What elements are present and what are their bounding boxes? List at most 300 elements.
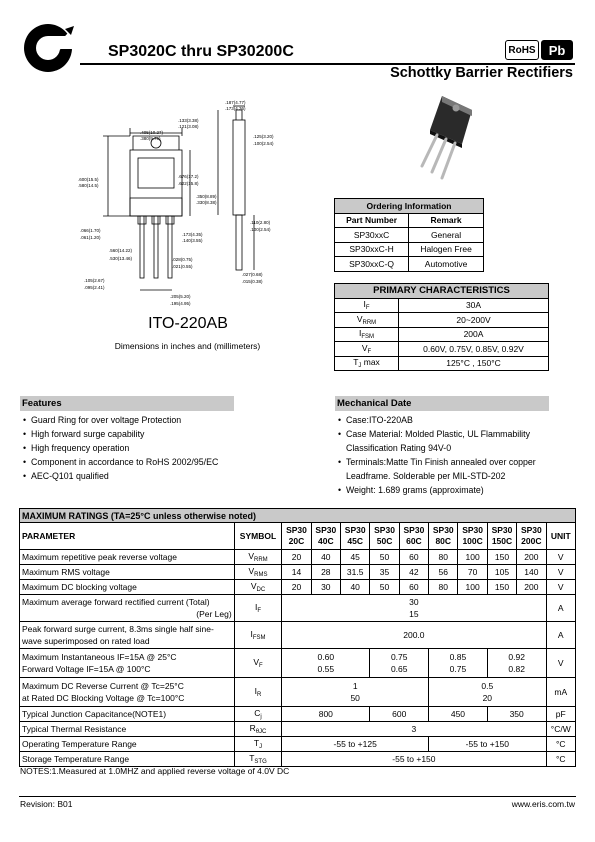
ratings-value xyxy=(282,580,311,595)
dim-label-15: .100(2.54) xyxy=(250,227,271,232)
dim-label-22: .028(0.75) xyxy=(172,257,193,262)
dim-label-29: .195(4.95) xyxy=(170,301,191,306)
primary-symbol: $I_F$ xyxy=(335,298,399,313)
primary-value: 20~200V xyxy=(399,313,549,328)
ratings-value xyxy=(282,678,429,707)
value-line: 60 xyxy=(409,582,419,592)
value-line: 3 xyxy=(411,724,417,734)
value-line: 0.75 xyxy=(390,652,408,662)
part-suffix: 150C xyxy=(491,536,513,546)
value-line: 50 xyxy=(379,582,390,592)
ratings-value xyxy=(487,649,546,678)
col-part xyxy=(487,523,516,550)
table-row xyxy=(335,342,549,357)
ratings-title: MAXIMUM RATINGS (TA=25°C unless otherwise noted) xyxy=(20,509,576,523)
parameter-line: Maximum DC blocking voltage xyxy=(22,582,137,592)
primary-symbol: $T_J$ max xyxy=(335,356,399,371)
bullet-icon: • xyxy=(23,443,27,454)
col-part xyxy=(399,523,428,550)
value-line: 15 xyxy=(409,609,419,619)
value-line: 50 xyxy=(379,552,390,562)
mechanical-heading: Mechanical Date xyxy=(335,396,549,411)
ratings-unit: °C/W xyxy=(546,722,575,737)
ratings-value xyxy=(458,565,487,580)
ratings-value xyxy=(370,565,399,580)
parameter-line: Peak forward surge current, 8.3ms single half sine- xyxy=(22,624,214,634)
table-row xyxy=(335,257,484,272)
part-prefix: SP30 xyxy=(520,525,542,535)
ratings-value xyxy=(311,550,340,565)
value-line: 30 xyxy=(321,582,331,592)
table-row xyxy=(20,580,576,595)
dim-label-11: .580(14.5) xyxy=(78,183,99,188)
ratings-value xyxy=(282,752,546,767)
ratings-symbol xyxy=(234,580,282,595)
ratings-unit: °C xyxy=(546,737,575,752)
col-parameter: PARAMETER xyxy=(20,523,235,550)
table-row xyxy=(20,752,576,767)
value-line: 150 xyxy=(494,552,510,562)
list-item-text: Leadframe. Solderable per MIL-STD-202 xyxy=(346,471,506,482)
ratings-value xyxy=(282,737,429,752)
table-row xyxy=(20,722,576,737)
ratings-unit: V xyxy=(546,565,575,580)
value-line: 80 xyxy=(438,552,448,562)
ratings-value xyxy=(282,649,370,678)
symbol-main: R xyxy=(249,723,256,733)
ratings-symbol xyxy=(234,649,282,678)
value-line: 56 xyxy=(438,567,448,577)
part-suffix: 200C xyxy=(521,536,542,546)
ordering-col-part: Part Number xyxy=(335,213,409,228)
parameter-line: (Per Leg) xyxy=(196,609,232,619)
mechanical-list xyxy=(335,413,549,498)
ratings-value xyxy=(487,550,516,565)
bullet-icon: • xyxy=(338,485,342,496)
list-item xyxy=(335,427,549,441)
ratings-value xyxy=(370,707,429,722)
part-suffix: 50C xyxy=(376,536,393,546)
primary-value: 30A xyxy=(399,298,549,313)
package-name: ITO-220AB xyxy=(148,315,228,332)
package-outline-drawing xyxy=(78,98,313,313)
dim-label-24: .105(2.67) xyxy=(84,278,105,283)
primary-symbol: $I_{FSM}$ xyxy=(335,327,399,342)
symbol-main: I xyxy=(254,602,258,612)
bullet-icon: • xyxy=(338,415,342,425)
ratings-value xyxy=(399,580,428,595)
primary-value: 125°C , 150°C xyxy=(399,356,549,371)
features-list xyxy=(20,413,234,483)
primary-characteristics-table xyxy=(334,283,549,371)
bullet-icon: • xyxy=(338,457,342,468)
ratings-parameter xyxy=(20,565,235,580)
ordering-info-title: Ordering Information xyxy=(335,199,484,214)
table-row xyxy=(20,707,576,722)
symbol-sub: RMS xyxy=(254,572,268,578)
list-item-text: Terminals:Matte Tin Finish annealed over copper xyxy=(346,457,536,468)
value-line: 50 xyxy=(350,693,360,703)
ordering-remark: Automotive xyxy=(409,257,484,272)
part-prefix: SP30 xyxy=(403,525,425,535)
ratings-value xyxy=(282,595,546,622)
dim-label-4: .405(10.27) xyxy=(140,130,164,135)
ratings-value xyxy=(370,580,399,595)
ratings-value xyxy=(429,580,458,595)
parameter-line: Maximum Instantaneous IF=15A @ 25°C xyxy=(22,652,177,662)
dim-label-25: .095(2.41) xyxy=(84,285,105,290)
table-row xyxy=(335,313,549,328)
ratings-parameter xyxy=(20,550,235,565)
table-row xyxy=(335,242,484,257)
part-prefix: SP30 xyxy=(344,525,366,535)
ratings-unit: V xyxy=(546,550,575,565)
ratings-unit: °C xyxy=(546,752,575,767)
value-line: 1 xyxy=(352,681,358,691)
table-row xyxy=(20,649,576,678)
table-row xyxy=(335,356,549,371)
list-item-text: Case:ITO-220AB xyxy=(346,415,413,425)
table-row xyxy=(20,737,576,752)
ratings-value xyxy=(517,550,546,565)
part-suffix: 20C xyxy=(288,536,305,546)
ratings-value xyxy=(282,707,370,722)
dim-label-3: .121(3.08) xyxy=(178,124,199,129)
table-row xyxy=(335,298,549,313)
part-suffix: 100C xyxy=(462,536,483,546)
dim-label-10: .600(15.5) xyxy=(78,177,99,182)
list-item xyxy=(20,413,234,427)
ratings-value xyxy=(429,737,546,752)
value-line: 35 xyxy=(379,567,390,577)
ratings-unit: mA xyxy=(546,678,575,707)
value-line: 200.0 xyxy=(403,630,425,640)
dim-label-1: .173(4.36) xyxy=(225,106,246,111)
rohs-badge: RoHS xyxy=(505,40,539,60)
ratings-value xyxy=(429,649,488,678)
dim-label-14: .110(2.80) xyxy=(250,220,271,225)
value-line: 100 xyxy=(465,582,480,592)
part-suffix: 45C xyxy=(347,536,363,546)
ratings-value xyxy=(399,550,428,565)
primary-value: 200A xyxy=(399,327,549,342)
ratings-value xyxy=(429,550,458,565)
pb-free-badge: Pb xyxy=(541,40,573,60)
value-line: 100 xyxy=(465,552,480,562)
ratings-symbol xyxy=(234,737,282,752)
value-line: 200 xyxy=(524,582,539,592)
ratings-value xyxy=(399,565,428,580)
ratings-parameter xyxy=(20,722,235,737)
revision: Revision: B01 xyxy=(20,799,73,809)
parameter-line: Maximum average forward rectified current (Total) xyxy=(22,597,210,607)
list-item xyxy=(20,469,234,483)
symbol-sub: RRM xyxy=(253,557,268,563)
ratings-header-row xyxy=(20,523,576,550)
dimensions-note: Dimensions in inches and (millimeters) xyxy=(114,341,261,351)
symbol-main: T xyxy=(249,753,255,763)
features-heading: Features xyxy=(20,396,234,411)
symbol-main: V xyxy=(248,551,254,561)
ratings-symbol xyxy=(234,722,282,737)
symbol-sub: F xyxy=(257,608,261,614)
dim-label-2: .133(3.38) xyxy=(178,118,199,123)
ratings-value xyxy=(341,565,370,580)
ratings-parameter xyxy=(20,678,235,707)
value-line: 20 xyxy=(482,693,493,703)
symbol-sub: F xyxy=(258,663,263,669)
part-suffix: 80C xyxy=(435,536,452,546)
ratings-symbol xyxy=(234,565,282,580)
symbol-sub: DC xyxy=(256,587,266,593)
dim-label-26: .027(0.68) xyxy=(242,272,263,277)
table-row xyxy=(20,595,576,622)
ratings-value xyxy=(429,565,458,580)
ratings-value xyxy=(517,565,546,580)
ordering-part: SP30xxC-Q xyxy=(335,257,409,272)
value-line: 200 xyxy=(524,552,539,562)
value-line: 0.60 xyxy=(317,652,335,662)
parameter-line: Maximum RMS voltage xyxy=(22,567,110,577)
col-part xyxy=(282,523,311,550)
dim-label-27: .015(0.38) xyxy=(242,279,263,284)
ordering-info-table xyxy=(334,198,484,272)
value-line: 0.55 xyxy=(317,664,335,674)
col-unit: UNIT xyxy=(546,523,575,550)
parameter-line: Typical Junction Capacitance(NOTE1) xyxy=(22,709,167,719)
value-line: 45 xyxy=(350,552,360,562)
symbol-sub: STG xyxy=(254,759,267,765)
parameter-line: Typical Thermal Resistance xyxy=(22,724,127,734)
symbol-main: V xyxy=(253,657,259,667)
ratings-unit: V xyxy=(546,649,575,678)
maximum-ratings-table xyxy=(19,508,576,767)
parameter-line: wave superimposed on rated load xyxy=(22,636,150,646)
dim-label-20: .560(14.22) xyxy=(109,248,133,253)
list-item-text: High forward surge capability xyxy=(31,429,145,440)
ratings-value xyxy=(487,580,516,595)
value-line: 0.85 xyxy=(449,652,467,662)
symbol-main: V xyxy=(250,581,257,591)
part-prefix: SP30 xyxy=(286,525,307,535)
symbol-sub: J xyxy=(259,744,263,750)
part-prefix: SP30 xyxy=(491,525,513,535)
dim-label-12: .350(8.89) xyxy=(196,194,217,199)
part-prefix: SP30 xyxy=(374,525,395,535)
dim-label-16: .066(1.70) xyxy=(80,228,101,233)
notes: NOTES:1.Measured at 1.0MHZ and applied reverse voltage of 4.0V DC xyxy=(20,766,290,776)
table-row xyxy=(20,550,576,565)
ratings-unit: A xyxy=(546,622,575,649)
value-line: 0.92 xyxy=(508,652,525,662)
ratings-value xyxy=(487,707,546,722)
value-line: 80 xyxy=(438,582,448,592)
value-line: 140 xyxy=(524,567,539,577)
value-line: 20 xyxy=(291,582,302,592)
ratings-symbol xyxy=(234,752,282,767)
value-line: 0.5 xyxy=(481,681,494,691)
value-line: 0.82 xyxy=(508,664,525,674)
col-part xyxy=(311,523,340,550)
list-item-text: Guard Ring for over voltage Protection xyxy=(31,415,182,425)
dim-label-19: .140(3.55) xyxy=(182,238,203,243)
dim-label-8: .676(17.2) xyxy=(178,174,199,179)
list-item xyxy=(335,455,549,469)
primary-symbol: $V_{RRM}$ xyxy=(335,313,399,328)
value-line: 350 xyxy=(509,709,524,719)
list-item xyxy=(335,413,549,427)
col-symbol: SYMBOL xyxy=(234,523,282,550)
ordering-remark: General xyxy=(409,228,484,243)
part-suffix: 40C xyxy=(318,536,334,546)
primary-value: 0.60V, 0.75V, 0.85V, 0.92V xyxy=(399,342,549,357)
ratings-parameter xyxy=(20,580,235,595)
symbol-sub: j xyxy=(260,714,262,720)
part-prefix: SP30 xyxy=(462,525,484,535)
value-line: 14 xyxy=(291,567,302,577)
value-line: 40 xyxy=(321,552,331,562)
ratings-parameter xyxy=(20,649,235,678)
dim-label-23: .021(0.55) xyxy=(172,264,193,269)
dim-label-28: .205(5.20) xyxy=(170,294,191,299)
value-line: 800 xyxy=(318,709,333,719)
dim-label-18: .173(4.35) xyxy=(182,232,203,237)
value-line: 450 xyxy=(450,709,466,719)
mechanical-section xyxy=(335,396,549,498)
col-part xyxy=(341,523,370,550)
ratings-parameter xyxy=(20,737,235,752)
ordering-part: SP30xxC-H xyxy=(335,242,409,257)
value-line: 150 xyxy=(494,582,510,592)
symbol-main: V xyxy=(248,566,255,576)
table-row xyxy=(335,327,549,342)
footer-rule xyxy=(19,796,576,797)
ordering-col-remark: Remark xyxy=(409,213,484,228)
part-prefix: SP30 xyxy=(315,525,337,535)
part-suffix: 60C xyxy=(406,536,422,546)
ratings-value xyxy=(458,550,487,565)
parameter-line: at Rated DC Blocking Voltage @ Tc=100°C xyxy=(22,693,185,703)
value-line: -55 to +125 xyxy=(333,739,377,749)
list-item-text: Component in accordance to RoHS 2002/95/EC xyxy=(31,457,219,468)
ratings-unit: pF xyxy=(546,707,575,722)
ratings-value xyxy=(487,565,516,580)
bullet-icon: • xyxy=(23,415,27,425)
ratings-parameter xyxy=(20,595,235,622)
ratings-unit: A xyxy=(546,595,575,622)
parameter-line: Maximum DC Reverse Current @ Tc=25°C xyxy=(22,681,184,691)
value-line: 70 xyxy=(467,567,478,577)
dim-label-21: .530(13.46) xyxy=(109,256,133,261)
ratings-parameter xyxy=(20,752,235,767)
dim-label-6: .125(3.20) xyxy=(253,134,274,139)
dim-label-7: .100(2.54) xyxy=(253,141,274,146)
list-item-text: AEC-Q101 qualified xyxy=(31,471,109,482)
list-item-text: Case Material: Molded Plastic, UL Flammability xyxy=(346,429,530,440)
parameter-line: Storage Temperature Range xyxy=(22,754,130,764)
ratings-parameter xyxy=(20,707,235,722)
value-line: 600 xyxy=(392,709,407,719)
ratings-unit: V xyxy=(546,580,575,595)
ordering-remark: Halogen Free xyxy=(409,242,484,257)
value-line: -55 to +150 xyxy=(392,754,436,764)
features-section xyxy=(20,396,234,483)
ratings-value xyxy=(429,707,488,722)
primary-symbol: $V_F$ xyxy=(335,342,399,357)
ratings-value xyxy=(282,622,546,649)
value-line: 30 xyxy=(409,597,419,607)
parameter-line: Operating Temperature Range xyxy=(22,739,137,749)
ratings-value xyxy=(370,550,399,565)
table-row xyxy=(20,678,576,707)
symbol-sub: θJC xyxy=(255,729,267,735)
list-item-text: Weight: 1.689 grams (approximate) xyxy=(346,485,484,496)
col-part xyxy=(458,523,487,550)
list-item xyxy=(335,469,549,483)
value-line: 42 xyxy=(409,567,419,577)
component-photo xyxy=(410,92,480,182)
value-line: 0.75 xyxy=(449,664,467,674)
ratings-parameter xyxy=(20,622,235,649)
ratings-value xyxy=(282,722,546,737)
table-row xyxy=(20,622,576,649)
dim-label-17: .061(1.20) xyxy=(80,235,101,240)
list-item xyxy=(335,483,549,497)
list-item xyxy=(20,441,234,455)
list-item-text: High frequency operation xyxy=(31,443,130,454)
ratings-symbol xyxy=(234,678,282,707)
document-title: SP3020C thru SP30200C xyxy=(108,43,294,60)
bullet-icon: • xyxy=(338,429,342,440)
ordering-part: SP30xxC xyxy=(335,228,409,243)
value-line: 40 xyxy=(350,582,360,592)
parameter-line: Forward Voltage IF=15A @ 100°C xyxy=(22,664,151,674)
bullet-icon: • xyxy=(23,429,27,440)
value-line: 31.5 xyxy=(346,567,364,577)
list-item xyxy=(20,427,234,441)
col-part xyxy=(429,523,458,550)
ratings-value xyxy=(282,550,311,565)
list-item-text: Classification Rating 94V-0 xyxy=(346,443,452,454)
ratings-value xyxy=(282,565,311,580)
ratings-value xyxy=(311,580,340,595)
ratings-symbol xyxy=(234,622,282,649)
ratings-value xyxy=(341,580,370,595)
value-line: 0.65 xyxy=(390,664,408,674)
dim-label-5: .380(9.75) xyxy=(140,136,161,141)
symbol-main: T xyxy=(253,738,260,748)
ratings-value xyxy=(370,649,429,678)
dim-label-13: .330(8.38) xyxy=(196,200,217,205)
symbol-main: C xyxy=(254,708,261,718)
symbol-sub: R xyxy=(257,692,262,698)
company-logo xyxy=(21,21,75,75)
col-part xyxy=(517,523,546,550)
website: www.eris.com.tw xyxy=(511,799,575,809)
symbol-main: I xyxy=(254,686,257,696)
symbol-sub: FSM xyxy=(252,635,266,641)
ratings-symbol xyxy=(234,707,282,722)
ratings-symbol xyxy=(234,595,282,622)
primary-title: PRIMARY CHARACTERISTICS xyxy=(335,284,549,299)
dim-label-9: .622(15.8) xyxy=(178,181,199,186)
col-part xyxy=(370,523,399,550)
value-line: 105 xyxy=(494,567,510,577)
value-line: 28 xyxy=(321,567,331,577)
ratings-value xyxy=(429,678,546,707)
list-item xyxy=(20,455,234,469)
bullet-icon: • xyxy=(23,457,27,468)
